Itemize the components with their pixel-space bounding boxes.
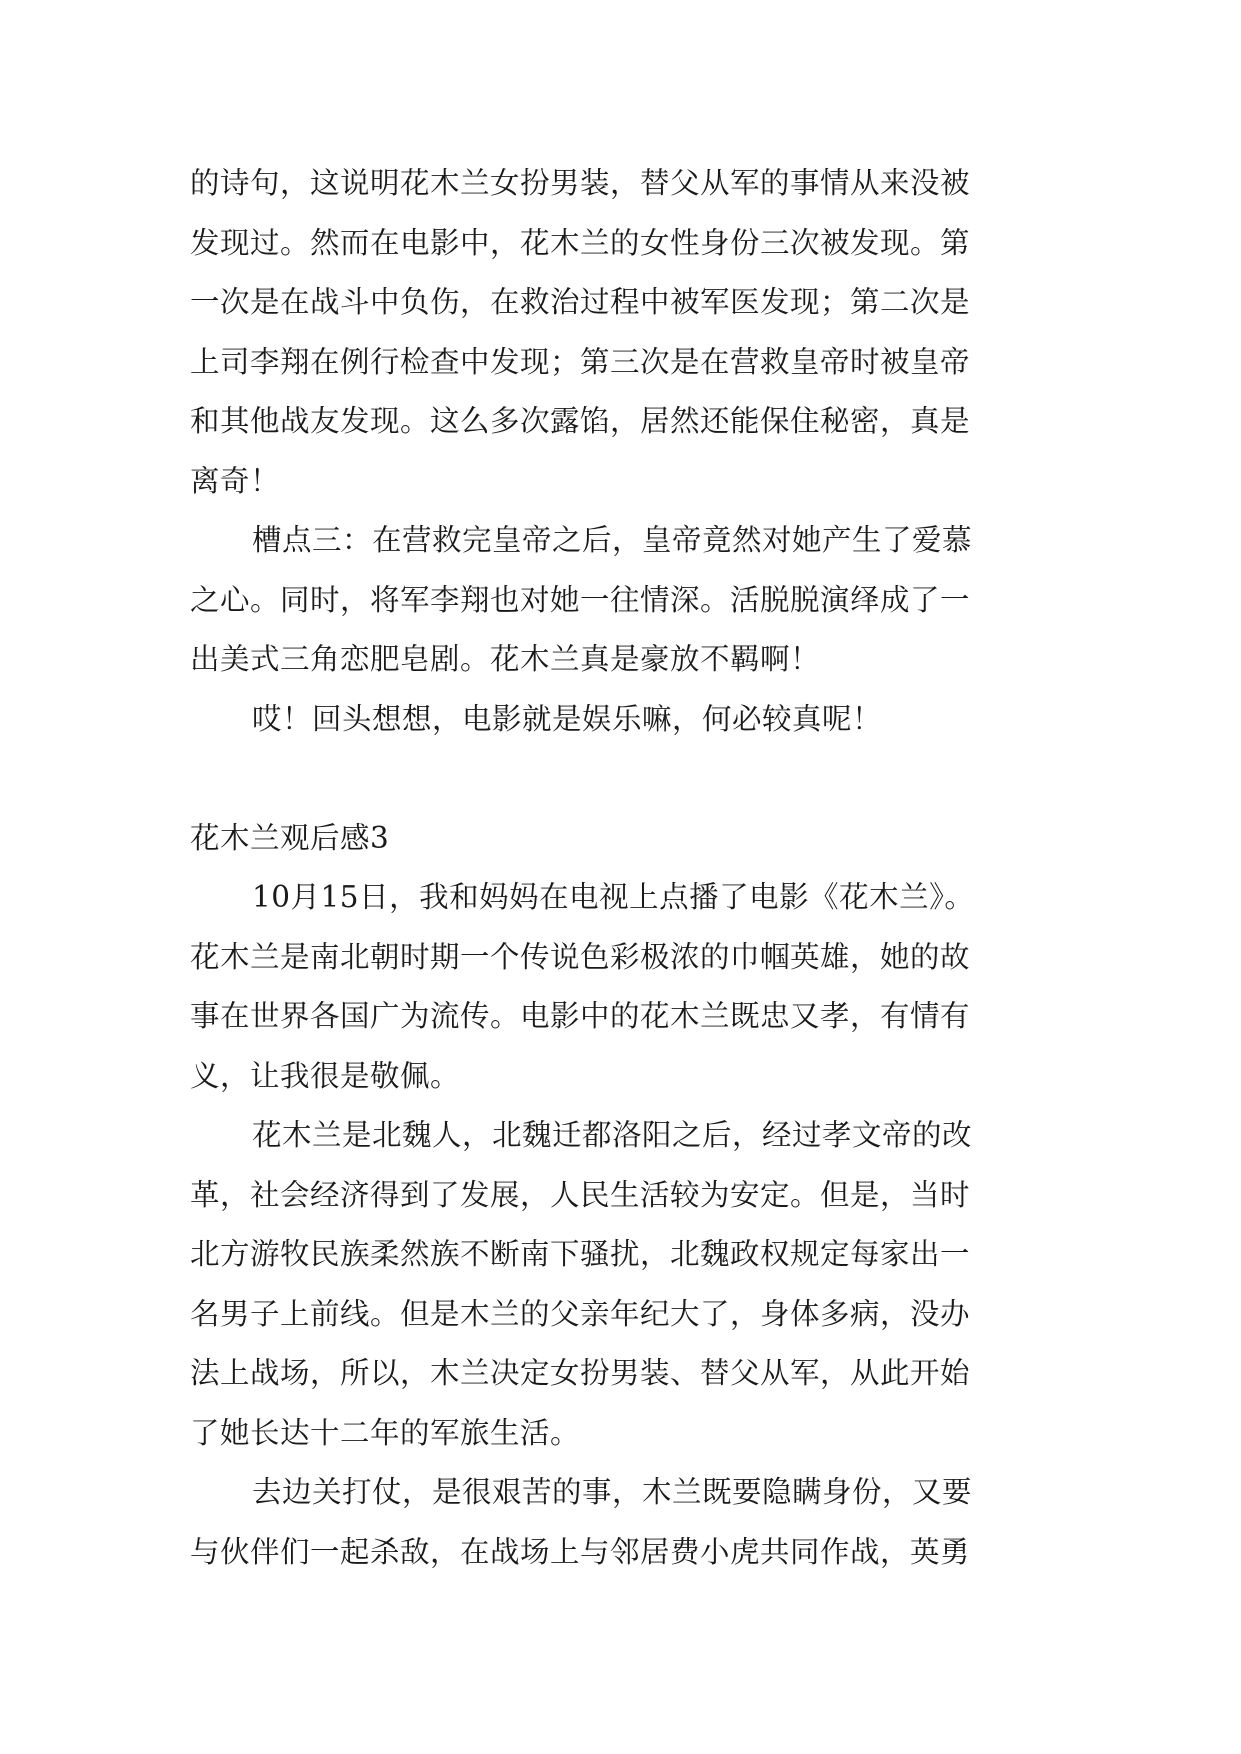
text-line: 之心。同时，将军李翔也对她一往情深。活脱脱演绎成了一	[190, 582, 971, 617]
text-line: 法上战场，所以，木兰决定女扮男装、替父从军，从此开始	[190, 1356, 971, 1390]
text-line: 一次是在战斗中负伤，在救治过程中被军医发现；第二次是	[190, 285, 971, 319]
text-line: 出美式三角恋肥皂剧。花木兰真是豪放不羁啊！	[190, 642, 821, 676]
paragraph-background	[190, 1106, 1050, 1463]
text-line: 的诗句，这说明花木兰女扮男装，替父从军的事情从来没被	[190, 166, 971, 200]
text-line: 离奇！	[190, 463, 281, 498]
text-line: 了她长达十二年的军旅生活。	[190, 1415, 581, 1450]
text-line: 事在世界各国广为流传。电影中的花木兰既忠又孝，有情有	[190, 999, 971, 1033]
heading-text: 花木兰观后感3	[190, 820, 390, 855]
text-line: 义，让我很是敬佩。	[190, 1058, 461, 1093]
text-line: 革，社会经济得到了发展，人民生活较为安定。但是，当时	[190, 1177, 971, 1212]
text-line: 与伙伴们一起杀敌，在战场上与邻居费小虎共同作战，英勇	[190, 1534, 971, 1569]
paragraph-closing-remark	[190, 690, 1050, 750]
paragraph-complaint-three	[190, 511, 1050, 690]
text-line: 哎！回头想想，电影就是娱乐嘛，何必较真呢！	[252, 701, 883, 736]
text-line: 花木兰是北魏人，北魏迁都洛阳之后，经过孝文帝的改	[252, 1118, 973, 1152]
blank-line	[190, 749, 1050, 809]
text-line: 名男子上前线。但是木兰的父亲年纪大了，身体多病，没办	[190, 1296, 971, 1331]
text-line: 北方游牧民族柔然族不断南下骚扰，北魏政权规定每家出一	[190, 1237, 971, 1271]
text-line: 10月15日，我和妈妈在电视上点播了电影《花木兰》。	[252, 880, 975, 914]
text-line: 发现过。然而在电影中，花木兰的女性身份三次被发现。第	[190, 225, 971, 260]
paragraph-continuation	[190, 154, 1050, 511]
text-line: 和其他战友发现。这么多次露馅，居然还能保住秘密，真是	[190, 404, 971, 438]
text-line: 上司李翔在例行检查中发现；第三次是在营救皇帝时被皇帝	[190, 344, 971, 379]
document-body	[190, 154, 1050, 1582]
paragraph-frontier	[190, 1463, 1050, 1582]
section-heading	[190, 809, 1050, 869]
text-line: 去边关打仗，是很艰苦的事，木兰既要隐瞒身份，又要	[252, 1475, 973, 1509]
text-line: 槽点三：在营救完皇帝之后，皇帝竟然对她产生了爱慕	[252, 523, 973, 557]
text-line: 花木兰是南北朝时期一个传说色彩极浓的巾帼英雄，她的故	[190, 939, 971, 974]
paragraph-intro	[190, 868, 1050, 1106]
